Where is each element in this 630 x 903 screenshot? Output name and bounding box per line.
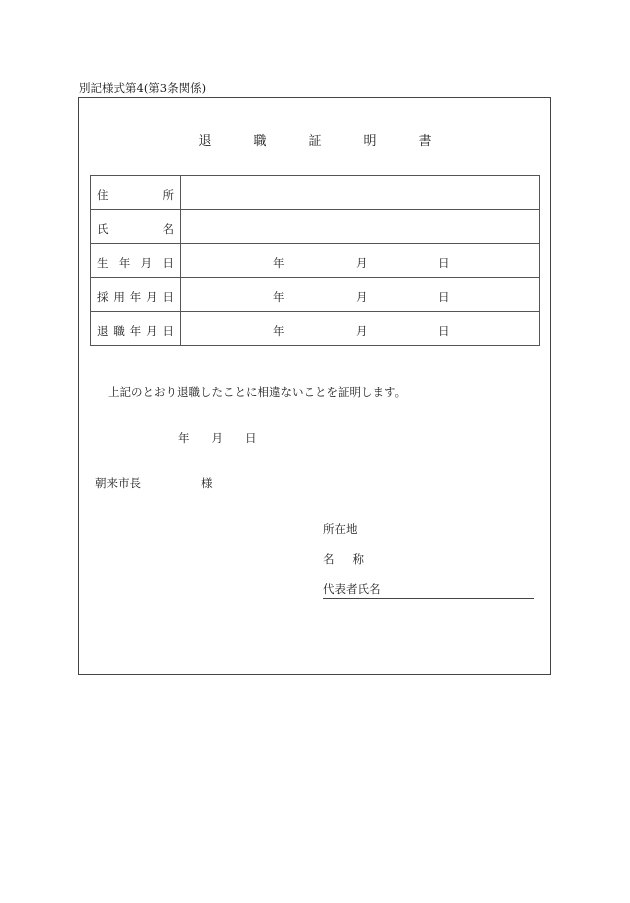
issue-date-line[interactable] [178,430,279,446]
birth-date-field[interactable] [181,244,540,278]
issuer-name-char: 名 [323,552,335,566]
row-address [91,176,540,210]
representative-name-line[interactable] [323,581,534,599]
year-unit: 年 [273,290,285,304]
address-label-char: 所 [162,188,174,202]
retire-label-char: 年 [129,324,142,338]
issuer-name-char: 称 [352,552,364,566]
address-field[interactable] [181,176,540,210]
issuer-location-label: 所在地 [323,522,358,536]
birth-date-label [91,244,181,278]
title-char: 明 [363,134,377,149]
month-unit: 月 [211,431,223,445]
address-label-char: 住 [97,188,109,202]
row-retirement-date [91,312,540,346]
title-char: 書 [418,134,432,149]
month-unit: 月 [356,256,368,270]
retirement-date-field[interactable] [181,312,540,346]
hire-label-char: 採 [97,290,109,304]
birth-label-char: 年 [118,256,131,270]
year-unit: 年 [178,431,190,445]
hire-label-char: 日 [162,290,174,304]
name-label-char: 名 [162,222,174,236]
address-label [91,176,181,210]
hire-label-char: 年 [129,290,142,304]
form-number-label: 別記様式第4(第3条関係) [79,81,207,95]
day-unit: 日 [438,324,450,338]
certification-statement: 上記のとおり退職したことに相違ないことを証明します。 [108,385,407,399]
representative-label: 代表者氏名 [323,582,381,596]
title-char: 職 [253,134,267,149]
birth-label-char: 生 [97,256,109,270]
retire-label-char: 月 [146,324,158,338]
hire-date-label [91,278,181,312]
retirement-date-label [91,312,181,346]
retire-label-char: 退 [97,324,109,338]
title-char: 退 [198,134,212,149]
row-name [91,210,540,244]
year-unit: 年 [273,324,285,338]
document-title [0,130,630,149]
name-field[interactable] [181,210,540,244]
birth-label-char: 日 [162,256,174,270]
birth-label-char: 月 [140,256,153,270]
hire-label-char: 用 [113,290,125,304]
month-unit: 月 [356,290,368,304]
title-char: 証 [308,134,322,149]
addressee-name: 朝来市長 [95,476,141,490]
name-label-char: 氏 [97,222,109,236]
day-unit: 日 [438,256,450,270]
day-unit: 日 [245,431,257,445]
row-birth-date [91,244,540,278]
addressee [95,475,213,491]
name-label [91,210,181,244]
row-hire-date [91,278,540,312]
retire-label-char: 職 [113,324,125,338]
year-unit: 年 [273,256,285,270]
issuer-name-label [323,551,364,567]
day-unit: 日 [438,290,450,304]
info-table [90,175,540,346]
addressee-honorific: 様 [201,476,213,490]
month-unit: 月 [356,324,368,338]
hire-date-field[interactable] [181,278,540,312]
retire-label-char: 日 [162,324,174,338]
hire-label-char: 月 [146,290,158,304]
